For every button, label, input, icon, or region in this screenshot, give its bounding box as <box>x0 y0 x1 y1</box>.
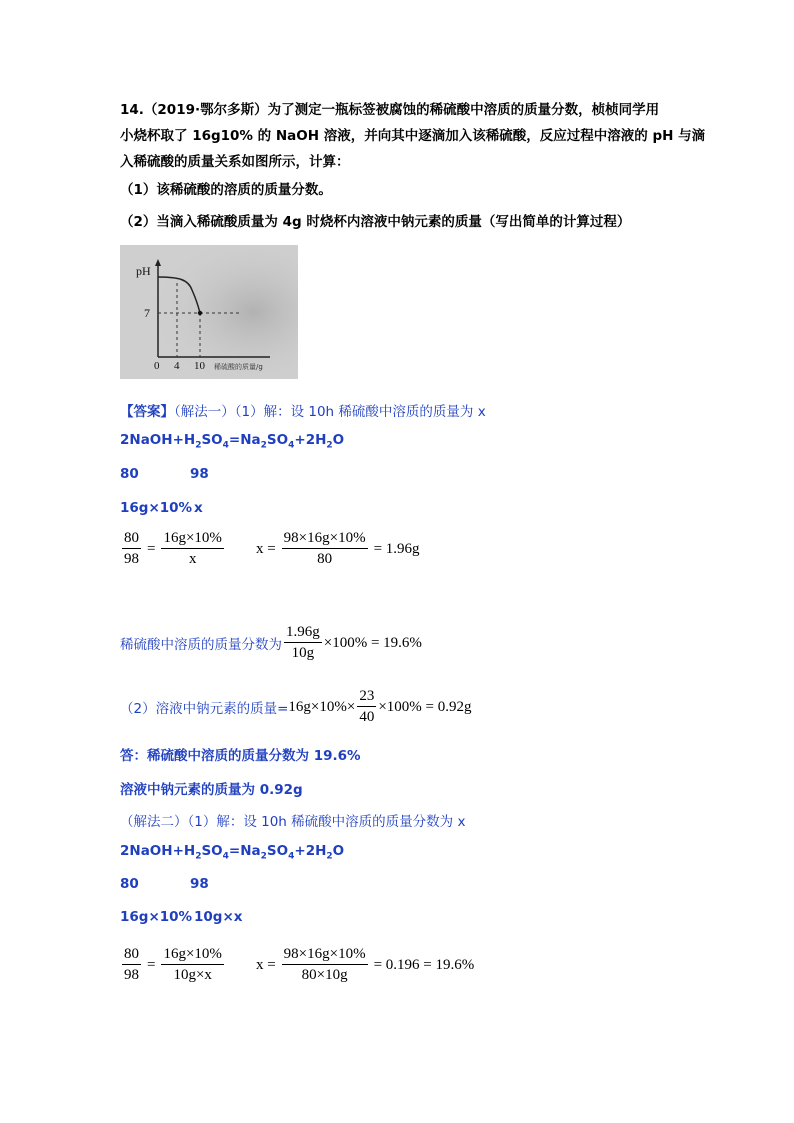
eq-part: SO <box>201 432 223 448</box>
eq-part: +2H <box>294 432 327 448</box>
m1-row1-left: 80 <box>120 466 139 482</box>
fraction-numerator: 1.96g <box>284 624 322 643</box>
fraction-denominator: 10g×x <box>173 967 212 983</box>
chemical-equation-2 <box>120 843 344 862</box>
final-answer-2: 溶液中钠元素的质量为 0.92g <box>120 782 303 798</box>
equivalence-point <box>198 311 202 315</box>
eq-sub: 2 <box>260 851 267 862</box>
m1-row1-right: 98 <box>190 466 209 482</box>
equals-sign: = <box>147 540 156 557</box>
m2-ratio-row-2 <box>120 909 242 925</box>
fraction-denominator: 10g <box>291 645 315 661</box>
method1-intro-text: （解法一）（1）解：设 10h 稀硫酸中溶质的质量为 x <box>174 404 486 420</box>
fraction-numerator: 80 <box>122 946 141 965</box>
m1-fraction-3 <box>282 530 368 568</box>
x-axis-label: 稀硫酸的质量/g <box>214 363 263 371</box>
x-tick-4: 4 <box>174 360 180 372</box>
fraction-denominator: x <box>188 551 197 567</box>
fraction-denominator: 80 <box>317 551 333 567</box>
m1-row2-right: x <box>194 500 203 516</box>
mass-fraction-fraction <box>284 624 322 662</box>
m2-fraction-2 <box>161 946 223 984</box>
m1-row2-left: 16g×10% <box>120 500 193 516</box>
fraction-numerator: 98×16g×10% <box>282 530 368 549</box>
m2-fraction-3 <box>282 946 368 984</box>
m2-row1-right: 98 <box>190 876 209 892</box>
question-line-2: 小烧杯取了 16g10% 的 NaOH 溶液，并向其中逐滴加入该稀硫酸，反应过程中溶液的 pH 与滴 <box>120 128 706 144</box>
m1-result: = 1.96g <box>373 540 420 557</box>
ph-graph <box>120 245 298 379</box>
eq-part: +2H <box>294 843 327 859</box>
eq-part: SO <box>266 843 289 859</box>
ph-graph-svg <box>120 245 298 379</box>
x-tick-0: 0 <box>154 360 160 372</box>
m1-proportion-equation <box>120 530 424 568</box>
fraction-denominator: 80×10g <box>301 967 348 983</box>
eq-sub: 2 <box>326 851 333 862</box>
m2-fraction-1 <box>122 946 141 984</box>
eq-part: SO <box>266 432 289 448</box>
fraction-denominator: 40 <box>359 709 375 725</box>
eq-sub: 2 <box>195 851 202 862</box>
mass-fraction-result: ×100% = 19.6% <box>323 634 422 651</box>
question-part-2: （2）当滴入稀硫酸质量为 4g 时烧杯内溶液中钠元素的质量（写出简单的计算过程） <box>120 214 631 230</box>
x-tick-10: 10 <box>194 360 205 372</box>
chemical-equation-1 <box>120 432 344 451</box>
m1-ratio-row-2 <box>120 500 203 516</box>
fraction-numerator: 80 <box>122 530 141 549</box>
part2-line <box>120 688 472 726</box>
m1-fraction-2 <box>161 530 223 568</box>
eq-part: 2NaOH+H <box>120 432 196 448</box>
mass-fraction-label: 稀硫酸中溶质的质量分数为 <box>120 637 282 653</box>
answer-tag: 【答案】 <box>120 404 174 420</box>
eq-part: O <box>332 843 345 859</box>
eq-part: =Na <box>228 843 261 859</box>
part2-label: （2）溶液中钠元素的质量= <box>120 701 289 717</box>
part2-fraction <box>357 688 376 726</box>
x-equals: x = <box>255 540 276 557</box>
eq-part: =Na <box>228 432 261 448</box>
m2-proportion-equation <box>120 946 478 984</box>
m2-row1-left: 80 <box>120 876 139 892</box>
final-answer-1: 答：稀硫酸中溶质的质量分数为 19.6% <box>120 748 361 764</box>
eq-sub: 4 <box>288 851 295 862</box>
x-equals: x = <box>255 956 276 973</box>
eq-sub: 2 <box>195 440 202 451</box>
m1-fraction-1 <box>122 530 141 568</box>
fraction-denominator: 98 <box>124 967 139 983</box>
part2-expression: 16g×10%× <box>288 698 356 715</box>
eq-part: 2NaOH+H <box>120 843 196 859</box>
m2-row2-right: 10g×x <box>194 909 243 925</box>
fraction-numerator: 16g×10% <box>161 530 223 549</box>
fraction-numerator: 23 <box>357 688 376 707</box>
y-axis-label: pH <box>136 264 151 278</box>
eq-sub: 2 <box>326 440 333 451</box>
eq-sub: 4 <box>222 440 229 451</box>
eq-sub: 2 <box>260 440 267 451</box>
fraction-numerator: 16g×10% <box>161 946 223 965</box>
part2-result: ×100% = 0.92g <box>378 698 472 715</box>
answer-method1-intro <box>120 400 486 420</box>
m2-result: = 0.196 = 19.6% <box>373 956 475 973</box>
mass-fraction-line <box>120 624 422 662</box>
question-part-1: （1）该稀硫酸的溶质的质量分数。 <box>120 182 332 198</box>
equals-sign: = <box>147 956 156 973</box>
y-tick-7: 7 <box>144 306 150 320</box>
m1-ratio-row-1 <box>120 466 209 482</box>
method2-intro: （解法二）（1）解：设 10h 稀硫酸中溶质的质量分数为 x <box>120 814 466 830</box>
eq-part: SO <box>201 843 223 859</box>
eq-sub: 4 <box>288 440 295 451</box>
fraction-numerator: 98×16g×10% <box>282 946 368 965</box>
eq-part: O <box>332 432 345 448</box>
eq-sub: 4 <box>222 851 229 862</box>
m2-ratio-row-1 <box>120 876 209 892</box>
question-line-3: 入稀硫酸的质量关系如图所示，计算： <box>120 154 350 170</box>
m2-row2-left: 16g×10% <box>120 909 193 925</box>
question-line-1: 14.（2019·鄂尔多斯）为了测定一瓶标签被腐蚀的稀硫酸中溶质的质量分数，桢桢同学用 <box>120 102 660 118</box>
fraction-denominator: 98 <box>124 551 139 567</box>
